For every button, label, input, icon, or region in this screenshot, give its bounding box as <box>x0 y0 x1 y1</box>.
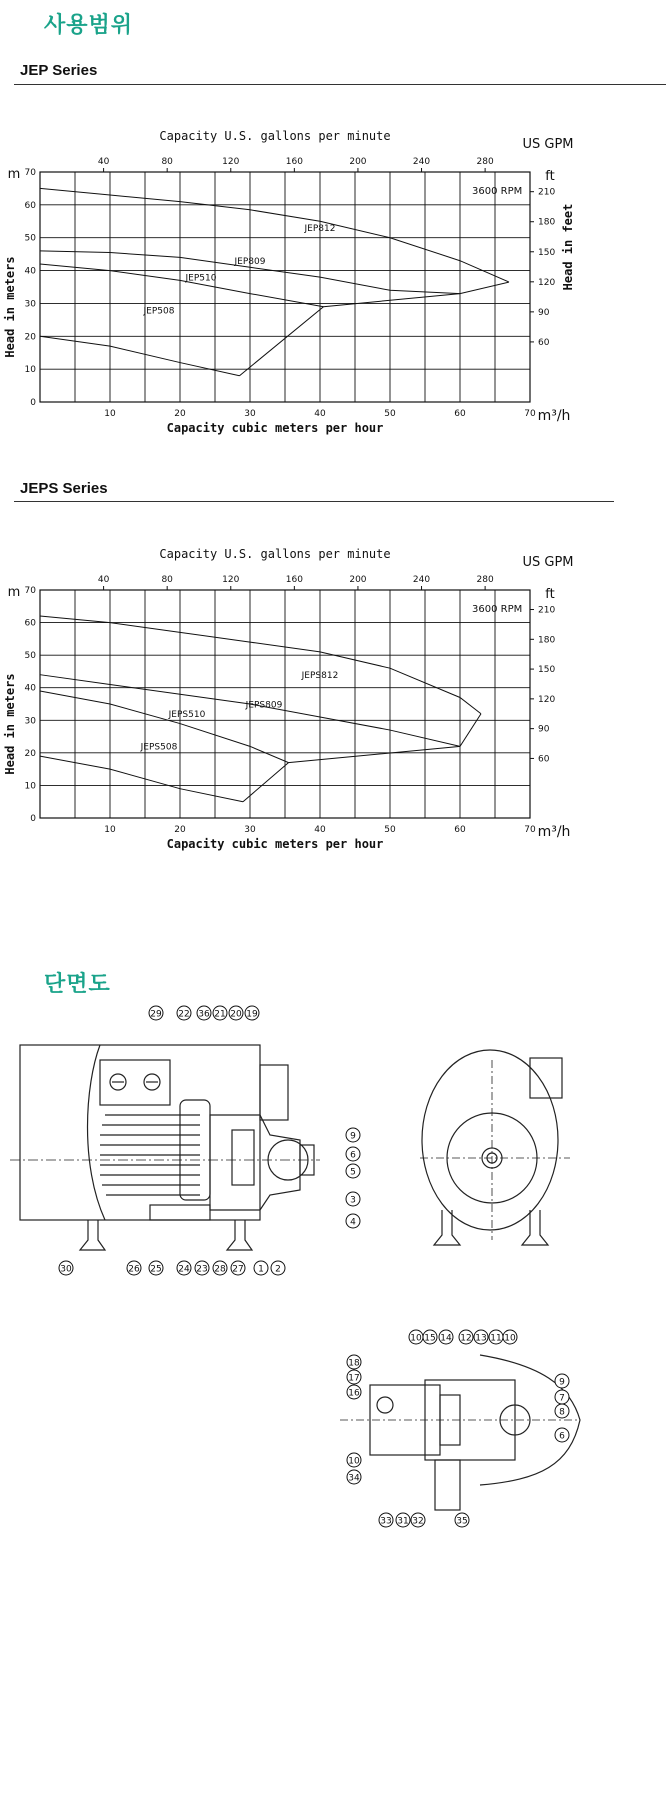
y-tick-label: 20 <box>24 332 36 343</box>
callout-number-23: 23 <box>196 1264 208 1275</box>
callout-number-30: 30 <box>60 1264 72 1275</box>
x-tick-label: 20 <box>174 825 186 835</box>
mechanical-seal <box>232 1130 254 1185</box>
rpm-annotation: 3600 RPM <box>472 186 523 197</box>
y-tick-label: 30 <box>24 299 36 310</box>
y-axis-unit: m <box>7 585 21 600</box>
series-line-jeps508 <box>40 756 243 802</box>
discharge-nozzle <box>260 1065 288 1120</box>
callout-number-34: 34 <box>348 1473 360 1484</box>
seal-detail-drawing <box>340 1325 660 1525</box>
x-axis-unit: m³/h <box>537 824 571 840</box>
series-label-jeps510: JEPS510 <box>168 710 206 721</box>
pump-casing <box>210 1115 300 1210</box>
callout-number-6: 6 <box>350 1150 356 1161</box>
top-tick-label: 200 <box>349 157 367 167</box>
pump-front-view-drawing <box>420 1040 580 1270</box>
callout-number-35: 35 <box>456 1516 468 1527</box>
callout-number-22: 22 <box>178 1009 190 1020</box>
right-axis-unit: ft <box>545 169 555 184</box>
detail-drain <box>435 1460 460 1510</box>
x-axis-title: Capacity cubic meters per hour <box>166 421 384 435</box>
series-label-jep508: JEP508 <box>143 306 175 317</box>
callout-number-19: 19 <box>246 1009 258 1020</box>
callout-number-18: 18 <box>348 1358 360 1369</box>
y-axis-title: Head in meters <box>3 673 17 775</box>
callout-number-5: 5 <box>350 1167 356 1178</box>
callout-number-10: 10 <box>504 1333 516 1344</box>
right-tick-label: 180 <box>538 217 556 228</box>
series-label-jep510: JEP510 <box>185 273 217 284</box>
x-tick-label: 30 <box>244 409 256 419</box>
top-axis-title: Capacity U.S. gallons per minute <box>159 547 391 561</box>
top-axis-unit: US GPM <box>522 555 574 570</box>
right-tick-label: 60 <box>538 754 550 765</box>
x-tick-label: 10 <box>104 409 116 419</box>
x-tick-label: 60 <box>454 825 466 835</box>
x-tick-label: 70 <box>524 825 536 835</box>
y-tick-label: 40 <box>24 266 36 277</box>
callout-number-6: 6 <box>559 1431 565 1442</box>
section-title: 단면도 <box>44 972 111 997</box>
y-axis-title: Head in meters <box>3 256 17 358</box>
pump-side-view-drawing <box>0 995 440 1285</box>
right-tick-label: 120 <box>538 277 556 288</box>
callout-number-25: 25 <box>150 1264 162 1275</box>
right-tick-label: 60 <box>538 337 550 348</box>
callout-number-10: 10 <box>410 1333 422 1344</box>
front-discharge-nozzle <box>530 1058 562 1098</box>
y-tick-label: 50 <box>24 651 36 662</box>
y-tick-label: 10 <box>24 365 36 376</box>
rpm-annotation: 3600 RPM <box>472 604 523 615</box>
operating-envelope <box>243 714 481 802</box>
callout-number-3: 3 <box>350 1195 356 1206</box>
x-tick-label: 40 <box>314 409 326 419</box>
top-tick-label: 240 <box>412 575 431 585</box>
base-plate <box>150 1205 210 1220</box>
y-tick-label: 10 <box>24 781 36 792</box>
callout-number-26: 26 <box>128 1264 140 1275</box>
callout-number-10: 10 <box>348 1456 360 1467</box>
x-tick-label: 60 <box>454 409 466 419</box>
x-tick-label: 30 <box>244 825 256 835</box>
x-tick-label: 40 <box>314 825 326 835</box>
y-tick-label: 0 <box>30 814 36 824</box>
callout-number-7: 7 <box>559 1393 565 1404</box>
x-axis-unit: m³/h <box>537 408 571 424</box>
front-foot-left <box>434 1210 460 1245</box>
top-tick-label: 40 <box>97 157 110 167</box>
foot-right <box>227 1220 252 1250</box>
callout-number-2: 2 <box>275 1264 281 1275</box>
x-tick-label: 50 <box>384 825 396 835</box>
page-title: 사용범위 <box>44 13 134 38</box>
callout-number-20: 20 <box>230 1009 242 1020</box>
right-tick-label: 180 <box>538 635 556 646</box>
top-tick-label: 40 <box>97 575 110 585</box>
callout-number-21: 21 <box>214 1009 226 1020</box>
y-tick-label: 70 <box>24 586 36 596</box>
right-tick-label: 210 <box>538 605 556 616</box>
callout-number-15: 15 <box>424 1333 436 1344</box>
y-tick-label: 30 <box>24 716 36 727</box>
right-tick-label: 90 <box>538 724 550 735</box>
right-axis-unit: ft <box>545 587 555 602</box>
right-axis-title: Head in feet <box>561 203 575 291</box>
series-label-jeps812: JEPS812 <box>301 670 339 681</box>
callout-number-36: 36 <box>198 1009 210 1020</box>
callout-number-8: 8 <box>559 1407 565 1418</box>
callout-number-33: 33 <box>380 1516 392 1527</box>
y-tick-label: 50 <box>24 233 36 244</box>
right-tick-label: 90 <box>538 307 550 318</box>
series-label-jep809: JEP809 <box>234 257 266 267</box>
top-tick-label: 120 <box>222 157 240 167</box>
y-tick-label: 60 <box>24 618 36 629</box>
chart1-series-label: JEP Series <box>20 62 98 79</box>
top-axis-title: Capacity U.S. gallons per minute <box>159 129 391 143</box>
callout-number-14: 14 <box>440 1333 452 1344</box>
callout-number-11: 11 <box>490 1333 502 1344</box>
y-tick-label: 70 <box>24 168 36 178</box>
x-tick-label: 50 <box>384 409 396 419</box>
callout-number-4: 4 <box>350 1217 356 1228</box>
y-axis-unit: m <box>7 167 21 182</box>
series-line-jeps812 <box>40 616 481 714</box>
x-axis-title: Capacity cubic meters per hour <box>166 837 384 851</box>
y-tick-label: 60 <box>24 200 36 211</box>
callout-number-13: 13 <box>475 1333 487 1344</box>
callout-number-1: 1 <box>258 1264 264 1275</box>
callout-number-16: 16 <box>348 1388 360 1399</box>
callout-number-32: 32 <box>412 1516 424 1527</box>
callout-number-29: 29 <box>150 1009 162 1020</box>
series-label-jeps508: JEPS508 <box>140 742 178 753</box>
y-tick-label: 40 <box>24 683 36 694</box>
callout-number-27: 27 <box>232 1264 244 1275</box>
detail-bolt <box>377 1397 393 1413</box>
callout-number-12: 12 <box>460 1333 472 1344</box>
y-tick-label: 0 <box>30 398 36 408</box>
top-tick-label: 240 <box>412 157 431 167</box>
x-tick-label: 70 <box>524 409 536 419</box>
right-tick-label: 120 <box>538 694 556 705</box>
top-tick-label: 280 <box>476 157 494 167</box>
callout-number-9: 9 <box>559 1377 565 1388</box>
motor-housing <box>20 1045 260 1220</box>
top-tick-label: 120 <box>222 575 240 585</box>
top-tick-label: 280 <box>476 575 494 585</box>
callout-number-28: 28 <box>214 1264 226 1275</box>
x-tick-label: 10 <box>104 825 116 835</box>
front-foot-right <box>522 1210 548 1245</box>
series-label-jep812: JEP812 <box>304 224 336 235</box>
top-tick-label: 80 <box>161 575 173 585</box>
top-axis-unit: US GPM <box>522 137 574 152</box>
y-tick-label: 20 <box>24 748 36 759</box>
motor-fins <box>100 1115 200 1195</box>
callout-number-24: 24 <box>178 1264 190 1275</box>
right-tick-label: 150 <box>538 247 556 258</box>
top-tick-label: 80 <box>161 157 173 167</box>
callout-number-9: 9 <box>350 1131 356 1142</box>
top-tick-label: 200 <box>349 575 367 585</box>
right-tick-label: 210 <box>538 187 556 198</box>
x-tick-label: 20 <box>174 409 186 419</box>
top-tick-label: 160 <box>285 157 303 167</box>
chart2-series-label: JEPS Series <box>20 480 108 497</box>
right-tick-label: 150 <box>538 665 556 676</box>
motor-cover-curve <box>88 1045 106 1220</box>
callout-number-17: 17 <box>348 1373 360 1384</box>
top-tick-label: 160 <box>285 575 303 585</box>
callout-number-31: 31 <box>397 1516 409 1527</box>
series-label-jeps809: JEPS809 <box>245 700 283 711</box>
foot-left <box>80 1220 105 1250</box>
